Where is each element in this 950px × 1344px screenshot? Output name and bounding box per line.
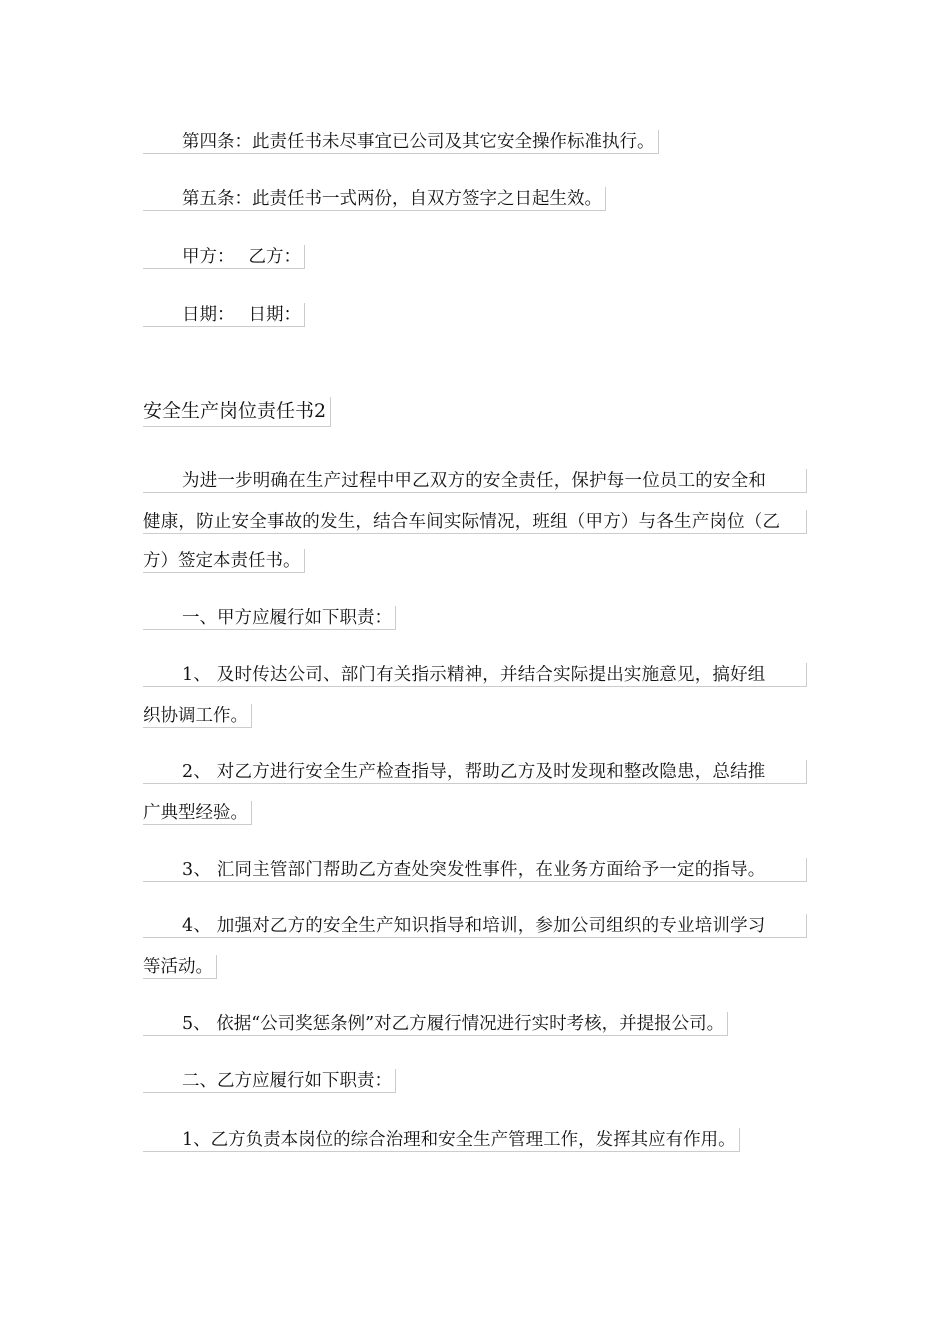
article-4: 第四条：此责任书未尽事宜已公司及其它安全操作标准执行。: [143, 130, 659, 154]
section-title: 安全生产岗位责任书2: [143, 397, 331, 427]
party-a-duties-heading: 一、甲方应履行如下职责：: [143, 606, 396, 630]
party-a-label: 甲方：: [182, 247, 235, 267]
date-b-label: 日期：: [248, 305, 301, 325]
signature-dates: [143, 303, 305, 327]
intro-line-3: 方）签定本责任书。: [143, 549, 305, 573]
date-a-label: 日期：: [182, 305, 235, 325]
party-a-duty-4-line-1: 4、 加强对乙方的安全生产知识指导和培训，参加公司组织的专业培训学习: [143, 914, 807, 938]
party-a-duty-2-line-1: 2、 对乙方进行安全生产检查指导，帮助乙方及时发现和整改隐患，总结推: [143, 760, 807, 784]
party-a-duty-2-line-2: 广典型经验。: [143, 801, 252, 825]
party-b-duties-heading: 二、乙方应履行如下职责：: [143, 1069, 396, 1093]
signature-parties: [143, 245, 305, 269]
party-a-duty-1-line-2: 织协调工作。: [143, 704, 252, 728]
party-b-label: 乙方：: [248, 247, 301, 267]
party-b-duty-1: 1、乙方负责本岗位的综合治理和安全生产管理工作，发挥其应有作用。: [143, 1128, 740, 1152]
party-a-duty-5: 5、 依据“公司奖惩条例”对乙方履行情况进行实时考核，并提报公司。: [143, 1012, 728, 1036]
intro-line-2: 健康，防止安全事故的发生，结合车间实际情况，班组（甲方）与各生产岗位（乙: [143, 510, 807, 534]
intro-line-1: 为进一步明确在生产过程中甲乙双方的安全责任，保护每一位员工的安全和: [143, 469, 807, 493]
party-a-duty-1-line-1: 1、 及时传达公司、部门有关指示精神，并结合实际提出实施意见，搞好组: [143, 663, 807, 687]
party-a-duty-3: 3、 汇同主管部门帮助乙方查处突发性事件，在业务方面给予一定的指导。: [143, 858, 807, 882]
party-a-duty-4-line-2: 等活动。: [143, 955, 217, 979]
article-5: 第五条：此责任书一式两份，自双方签字之日起生效。: [143, 187, 606, 211]
